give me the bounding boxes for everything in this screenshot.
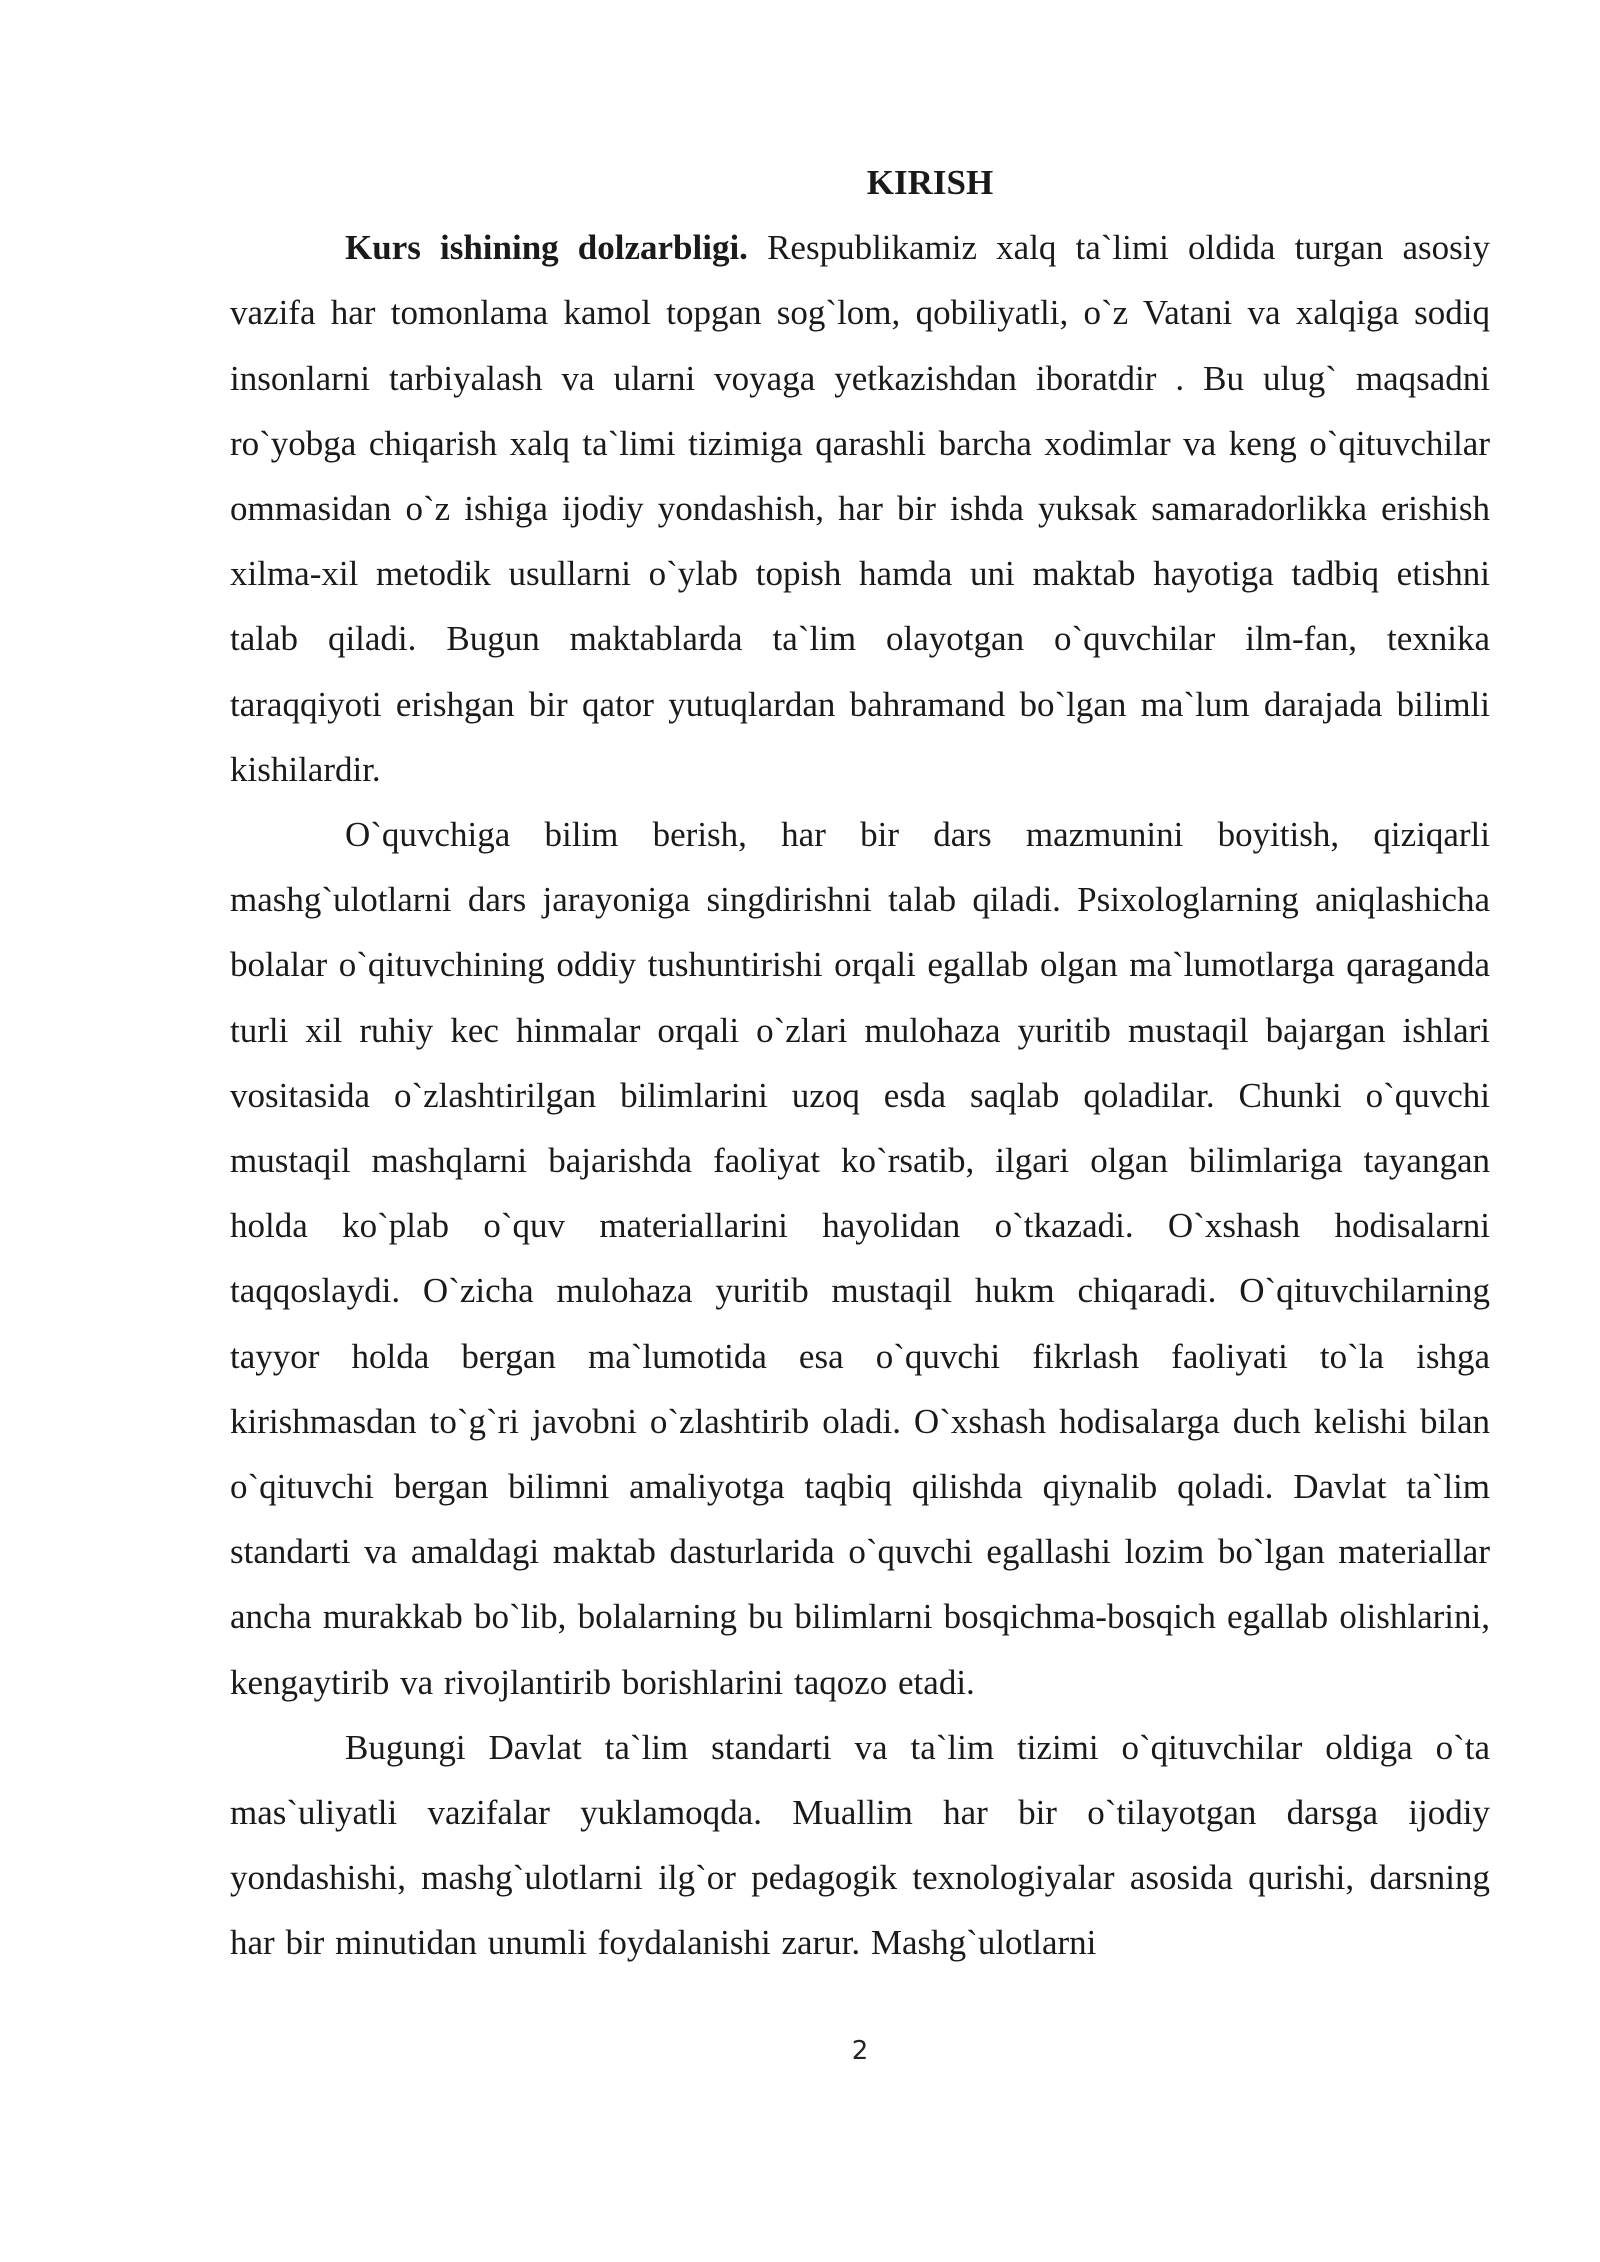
document-body	[230, 150, 1490, 1976]
paragraph-teacher-responsibility	[230, 1715, 1490, 1976]
paragraph-lead: Kurs ishining dolzarbligi.	[345, 228, 748, 268]
paragraph-student-knowledge	[230, 802, 1490, 1715]
paragraph-text: Respublikamiz xalq ta`limi oldida turgan asosiy vazifa har tomonlama kamol topgan sog`lom, qobiliyatli, o`z Vatani va xalqiga sodiq insonlarni tarbiyalash va ularni voyaga yetkazishdan iboratdir . Bu ulug` maqsadni ro`yobga chiqarish xalq ta`limi tizimiga qarashli barcha xodimlar va keng o`qituvchilar ommasidan o`z ishiga ijodiy yondashish, har bir ishda yuksak samaradorlikka erishish xilma-xil metodik usullarni o`ylab topish hamda uni maktab hayotiga tadbiq etishni talab qiladi. Bugun maktablarda ta`lim olayotgan o`quvchilar ilm-fan, texnika taraqqiyoti erishgan bir qator yutuqlardan bahramand bo`lgan ma`lum darajada bilimli kishilardir.	[230, 228, 1490, 789]
paragraph-relevance	[230, 215, 1490, 802]
page-number: 2	[851, 2036, 869, 2066]
paragraph-text: O`quvchiga bilim berish, har bir dars mazmunini boyitish, qiziqarli mashg`ulotlarni dars jarayoniga singdirishni talab qiladi. Psixologlarning aniqlashicha bolalar o`qituvchining oddiy tushuntirishi orqali egallab olgan ma`lumotlarga qaraganda turli xil ruhiy kec hinmalar orqali o`zlari mulohaza yuritib mustaqil bajargan ishlari vositasida o`zlashtirilgan bilimlarini uzoq esda saqlab qoladilar. Chunki o`quvchi mustaqil mashqlarni bajarishda faoliyat ko`rsatib, ilgari olgan bilimlariga tayangan holda ko`plab o`quv materiallarini hayolidan o`tkazadi. O`xshash hodisalarni taqqoslaydi. O`zicha mulohaza yuritib mustaqil hukm chiqaradi. O`qituvchilarning tayyor holda bergan ma`lumotida esa o`quvchi fikrlash faoliyati to`la ishga kirishmasdan to`g`ri javobni o`zlashtirib oladi. O`xshash hodisalarga duch kelishi bilan o`qituvchi bergan bilimni amaliyotga taqbiq qilishda qiynalib qoladi. Davlat ta`lim standarti va amaldagi maktab dasturlarida o`quvchi egallashi lozim bo`lgan materiallar ancha murakkab bo`lib, bolalarning bu bilimlarni bosqichma-bosqich egallab olishlarini, kengaytirib va rivojlantirib borishlarini taqozo etadi.	[230, 815, 1490, 1702]
paragraph-text: Bugungi Davlat ta`lim standarti va ta`lim tizimi o`qituvchilar oldiga o`ta mas`uliyatli vazifalar yuklamoqda. Muallim har bir o`tilayotgan darsga ijodiy yondashishi, mashg`ulotlarni ilg`or pedagogik texnologiyalar asosida qurishi, darsning har bir minutidan unumli foydalanishi zarur. Mashg`ulotlarni	[230, 1727, 1490, 1963]
section-heading: KIRISH	[866, 163, 994, 202]
